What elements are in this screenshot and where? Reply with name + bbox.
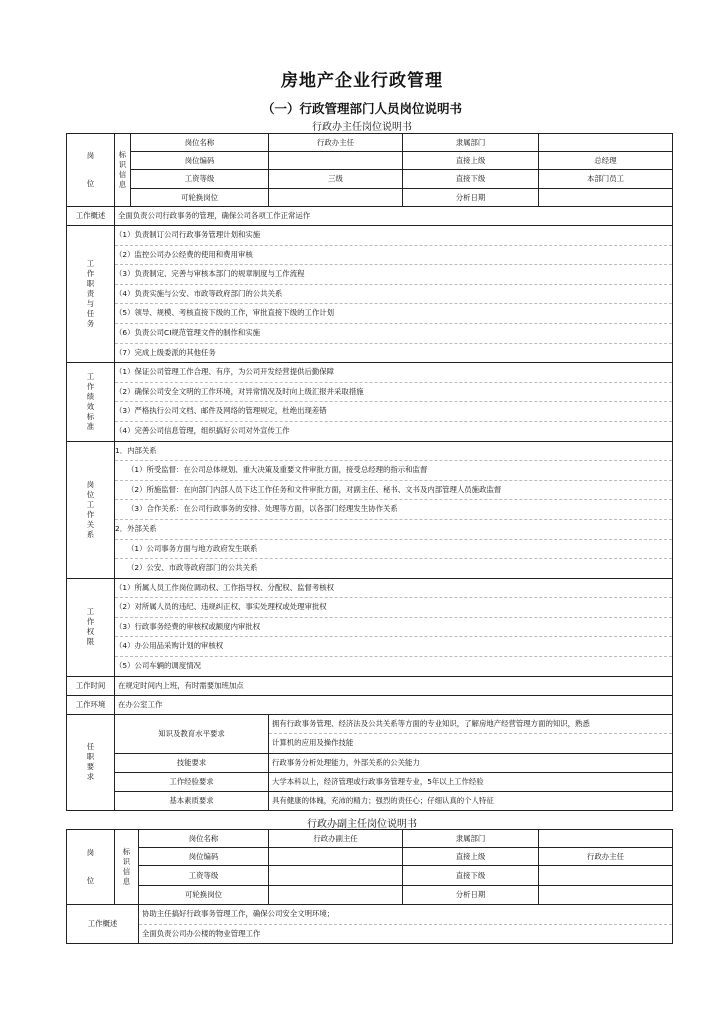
work-time-text: 在规定时间内上班，有时需要加班加点 xyxy=(115,676,673,695)
table-row xyxy=(67,848,673,866)
table-row xyxy=(67,207,673,226)
cell-value xyxy=(539,189,673,207)
table-row xyxy=(67,866,673,886)
req-value: 行政事务分析处理能力，外部关系的公关能力 xyxy=(269,753,673,772)
work-time-label: 工作时间 xyxy=(67,676,115,695)
table-row xyxy=(67,772,673,791)
table2-caption: 行政办副主任岗位说明书 xyxy=(307,819,417,830)
list-item: （3）行政事务经费的审核权或额度内审批权 xyxy=(115,618,672,638)
cell-label: 分析日期 xyxy=(403,189,539,207)
cell-label: 直接下级 xyxy=(403,866,539,886)
cell-value xyxy=(539,866,673,886)
cell-label: 直接上级 xyxy=(403,152,539,170)
table-director xyxy=(66,133,673,811)
perf-list xyxy=(115,363,673,441)
cell-label: 可轮换岗位 xyxy=(131,189,269,207)
cell-value xyxy=(269,152,403,170)
post-label-bottom: 位 xyxy=(86,179,95,188)
work-env-text: 在办公室工作 xyxy=(115,695,673,714)
req-value-line: 拥有行政事务管理、经济法及公共关系等方面的专业知识，了解房地产经营管理方面的知识，熟悉 xyxy=(269,715,672,735)
overview-label: 工作概述 xyxy=(67,905,139,944)
list-item: （4）负责实施与公安、市政等政府部门的公共关系 xyxy=(115,285,672,305)
list-item: （2）公安、市政等政府部门的公共关系 xyxy=(127,563,258,573)
table-row xyxy=(67,363,673,441)
cell-value xyxy=(269,189,403,207)
document-title: 房地产企业行政管理 xyxy=(281,71,443,91)
overview-text: 全面负责公司行政事务的管理，确保公司各项工作正常运作 xyxy=(115,207,673,226)
table-row xyxy=(67,714,673,753)
cell-label: 工资等级 xyxy=(131,170,269,189)
list-item: （7）完成上级委派的其他任务 xyxy=(115,347,216,357)
requirements-label xyxy=(67,714,115,810)
cell-label: 隶属部门 xyxy=(403,134,539,152)
list-item: （5）领导、规模、考核直接下级的工作，审批直接下级的工作计划 xyxy=(115,304,672,324)
ident-label-text: 标识信息 xyxy=(122,847,131,886)
cell-value xyxy=(539,134,673,152)
table-row xyxy=(67,170,673,189)
cell-value xyxy=(269,886,403,905)
table-row xyxy=(67,152,673,170)
table-row xyxy=(67,791,673,810)
cell-label: 工资等级 xyxy=(139,866,269,886)
list-item: （2）确保公司安全文明的工作环境，对异常情况及时向上级汇报并采取措施 xyxy=(115,383,672,403)
table-row xyxy=(67,441,673,578)
list-item: 1．内部关系 xyxy=(115,442,672,462)
perf-label-text: 工作绩效标准 xyxy=(86,371,95,431)
cell-value: 总经理 xyxy=(539,152,673,170)
list-item: （1）负责制订公司行政事务管理计划和实施 xyxy=(115,226,672,246)
list-item: （2）所施监督：在向部门内部人员下达工作任务和文件审批方面，对副主任、秘书、文书及内部管理人员施政监督 xyxy=(115,481,672,501)
cell-value: 行政办副主任 xyxy=(269,830,403,848)
table-row xyxy=(67,695,673,714)
list-item: （5）公司车辆的调度情况 xyxy=(115,661,202,671)
cell-label: 可轮换岗位 xyxy=(139,886,269,905)
requirements-label-text: 任职要求 xyxy=(86,742,95,782)
req-value: 大学本科以上，经济管理或行政事务管理专业，5年以上工作经验 xyxy=(269,772,673,791)
list-item: （2）对所属人员的违纪、违规纠正权、事实处理权或处理审批权 xyxy=(115,598,672,618)
ident-label-text: 标识信息 xyxy=(118,150,127,189)
post-label xyxy=(67,830,115,905)
cell-value: 行政办主任 xyxy=(539,848,673,866)
list-item: （3）负责制定、完善与审核本部门的规章制度与工作流程 xyxy=(115,265,672,285)
req-key: 基本素质要求 xyxy=(115,791,269,810)
req-key: 知识及教育水平要求 xyxy=(115,714,269,753)
authority-label-text: 工作权限 xyxy=(86,607,95,647)
cell-label: 隶属部门 xyxy=(403,830,539,848)
req-key: 工作经验要求 xyxy=(115,772,269,791)
duties-list xyxy=(115,226,673,363)
cell-value xyxy=(539,886,673,905)
work-env-label: 工作环境 xyxy=(67,695,115,714)
cell-value xyxy=(269,848,403,866)
cell-label: 岗位名称 xyxy=(131,134,269,152)
overview-line: 协助主任搞好行政事务管理工作，确保公司安全文明环境； xyxy=(139,905,672,925)
ident-label xyxy=(115,134,131,207)
cell-value xyxy=(539,830,673,848)
post-label xyxy=(67,134,115,207)
table-row xyxy=(67,134,673,152)
list-item: （1）保证公司管理工作合理、有序，为公司开发经营提供后勤保障 xyxy=(115,363,672,383)
req-key: 技能要求 xyxy=(115,753,269,772)
table-row xyxy=(67,830,673,848)
relations-label xyxy=(67,441,115,578)
duties-label xyxy=(67,226,115,363)
document-subtitle: （一）行政管理部门人员岗位说明书 xyxy=(261,101,462,116)
list-item: （6）负责公司CI规范管理文件的制作和实施 xyxy=(115,324,672,344)
authority-list xyxy=(115,578,673,676)
duties-label-text: 工作职责与任务 xyxy=(86,259,95,329)
cell-label: 直接上级 xyxy=(403,848,539,866)
ident-label xyxy=(115,830,139,905)
perf-label xyxy=(67,363,115,441)
overview-label: 工作概述 xyxy=(67,207,115,226)
list-item: （3）合作关系：在公司行政事务的安排、处理等方面，以各部门经理发生协作关系 xyxy=(115,500,672,520)
cell-value: 行政办主任 xyxy=(269,134,403,152)
table-row xyxy=(67,905,673,944)
overview-line: 全面负责公司办公楼的物业管理工作 xyxy=(142,928,261,938)
table-row xyxy=(67,753,673,772)
cell-value xyxy=(269,866,403,886)
post-label-bottom: 位 xyxy=(86,876,95,885)
table1-caption: 行政办主任岗位说明书 xyxy=(312,122,412,133)
list-item: （2）监控公司办公经费的使用和费用审核 xyxy=(115,246,672,266)
cell-value: 本部门员工 xyxy=(539,170,673,189)
list-item: 2．外部关系 xyxy=(115,520,672,540)
overview-text xyxy=(139,905,673,944)
table-row xyxy=(67,676,673,695)
cell-label: 岗位编码 xyxy=(139,848,269,866)
req-value: 具有健康的体魄，充沛的精力；强烈的责任心；仔细认真的个人特征 xyxy=(269,791,673,810)
table-deputy-director xyxy=(66,829,673,944)
cell-label: 岗位编码 xyxy=(131,152,269,170)
cell-label: 分析日期 xyxy=(403,886,539,905)
authority-label xyxy=(67,578,115,676)
table-row xyxy=(67,886,673,905)
cell-label: 岗位名称 xyxy=(139,830,269,848)
table-row xyxy=(67,578,673,676)
relations-label-text: 岗位工作关系 xyxy=(86,479,95,539)
list-item: （3）严格执行公司文档、邮件及网络的管理规定，杜绝出现差错 xyxy=(115,402,672,422)
table-row xyxy=(67,226,673,363)
list-item: （4）办公用品采购计划的审核权 xyxy=(115,637,672,657)
list-item: （1）所受监督：在公司总体规划、重大决策及重要文件审批方面，接受总经理的指示和监督 xyxy=(115,461,672,481)
list-item: （1）所属人员工作岗位调动权、工作指导权、分配权、监督考核权 xyxy=(115,579,672,599)
post-label-top: 岗 xyxy=(86,848,95,857)
table-row xyxy=(67,189,673,207)
cell-label: 直接下级 xyxy=(403,170,539,189)
list-item: （4）完善公司信息管理，组织搞好公司对外宣传工作 xyxy=(115,425,290,435)
relations-list xyxy=(115,441,673,578)
req-value xyxy=(269,714,673,753)
req-value-line: 计算机的应用及操作技能 xyxy=(272,738,354,748)
post-label-top: 岗 xyxy=(86,151,95,160)
list-item: （1）公司事务方面与地方政府发生联系 xyxy=(115,540,672,560)
cell-value: 三级 xyxy=(269,170,403,189)
